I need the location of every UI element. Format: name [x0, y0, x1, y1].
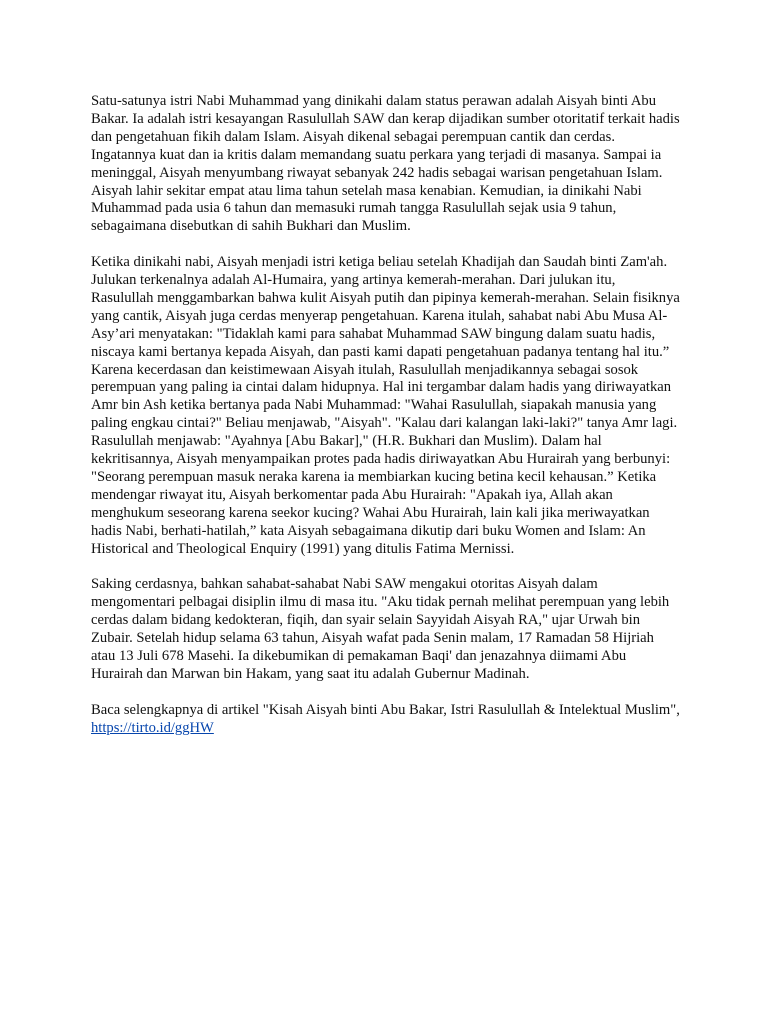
- source-text: Baca selengkapnya di artikel "Kisah Aisyah binti Abu Bakar, Istri Rasulullah & Intelektual Muslim",: [91, 701, 680, 718]
- paragraph-marriage: Ketika dinikahi nabi, Aisyah menjadi istri ketiga beliau setelah Khadijah dan Saudah binti Zam'ah. Julukan terkenalnya adalah Al-Humaira, yang artinya kemerah-merahan. Dari julukan itu, Rasulullah menggambarkan bahwa kulit Aisyah putih dan pipinya kemerah-merahan. Selain fisiknya yang cantik, Aisyah juga cerdas menyerap pengetahuan. Karena itulah, sahabat nabi Abu Musa Al-Asy’ari menyatakan: "Tidaklah kami para sahabat Muhammad SAW bingung dalam suatu hadis, niscaya kami bertanya kepada Aisyah, dan pasti kami dapati pengetahuan padanya tentang hal itu.” Karena kecerdasan dan keistimewaan Aisyah itulah, Rasulullah menjadikannya sebagai sosok perempuan yang paling ia cintai dalam hidupnya. Hal ini tergambar dalam hadis yang diriwayatkan Amr bin Ash ketika bertanya pada Nabi Muhammad: "Wahai Rasulullah, siapakah manusia yang paling engkau cintai?" Beliau menjawab, "Aisyah". "Kalau dari kalangan laki-laki?" tanya Amr lagi. Rasulullah menjawab: "Ayahnya [Abu Bakar]," (H.R. Bukhari dan Muslim). Dalam hal kekritisannya, Aisyah menyampaikan protes pada hadis diriwayatkan Abu Hurairah yang berbunyi: "Seorang perempuan masuk neraka karena ia membiarkan kucing betina kecil kehausan.” Ketika mendengar riwayat itu, Aisyah berkomentar pada Abu Hurairah: "Apakah iya, Allah akan menghukum seseorang karena seekor kucing? Wahai Abu Hurairah, lain kali jika meriwayatkan hadis Nabi, berhati-hatilah,” kata Aisyah sebagaimana dikutip dari buku Women and Islam: An Historical and Theological Enquiry (1991) yang ditulis Fatima Mernissi.: [91, 254, 680, 557]
- paragraph-source: [91, 702, 681, 738]
- document-body: [91, 93, 681, 755]
- paragraph-intro: Satu-satunya istri Nabi Muhammad yang dinikahi dalam status perawan adalah Aisyah binti Abu Bakar. Ia adalah istri kesayangan Rasulullah SAW dan kerap dijadikan sumber otoritatif terkait hadis dan pengetahuan fikih dalam Islam. Aisyah dikenal sebagai perempuan cantik dan cerdas. Ingatannya kuat dan ia kritis dalam memandang suatu perkara yang terjadi di masanya. Sampai ia meninggal, Aisyah menyumbang riwayat sebanyak 242 hadis sebagai warisan pengetahuan Islam. Aisyah lahir sekitar empat atau lima tahun setelah masa kenabian. Kemudian, ia dinikahi Nabi Muhammad pada usia 6 tahun dan memasuki rumah tangga Rasulullah sejak usia 9 tahun, sebagaimana disebutkan di sahih Bukhari dan Muslim.: [91, 93, 680, 235]
- paragraph-intelligence: Saking cerdasnya, bahkan sahabat-sahabat Nabi SAW mengakui otoritas Aisyah dalam mengomentari pelbagai disiplin ilmu di masa itu. "Aku tidak pernah melihat perempuan yang lebih cerdas dalam bidang kedokteran, fiqih, dan syair selain Sayyidah Aisyah RA," ujar Urwah bin Zubair. Setelah hidup selama 63 tahun, Aisyah wafat pada Senin malam, 17 Ramadan 58 Hijriah atau 13 Juli 678 Masehi. Ia dikebumikan di pemakaman Baqi' dan jenazahnya diimami Abu Hurairah dan Marwan bin Hakam, yang saat itu adalah Gubernur Madinah.: [91, 576, 670, 682]
- source-link[interactable]: https://tirto.id/ggHW: [91, 719, 214, 736]
